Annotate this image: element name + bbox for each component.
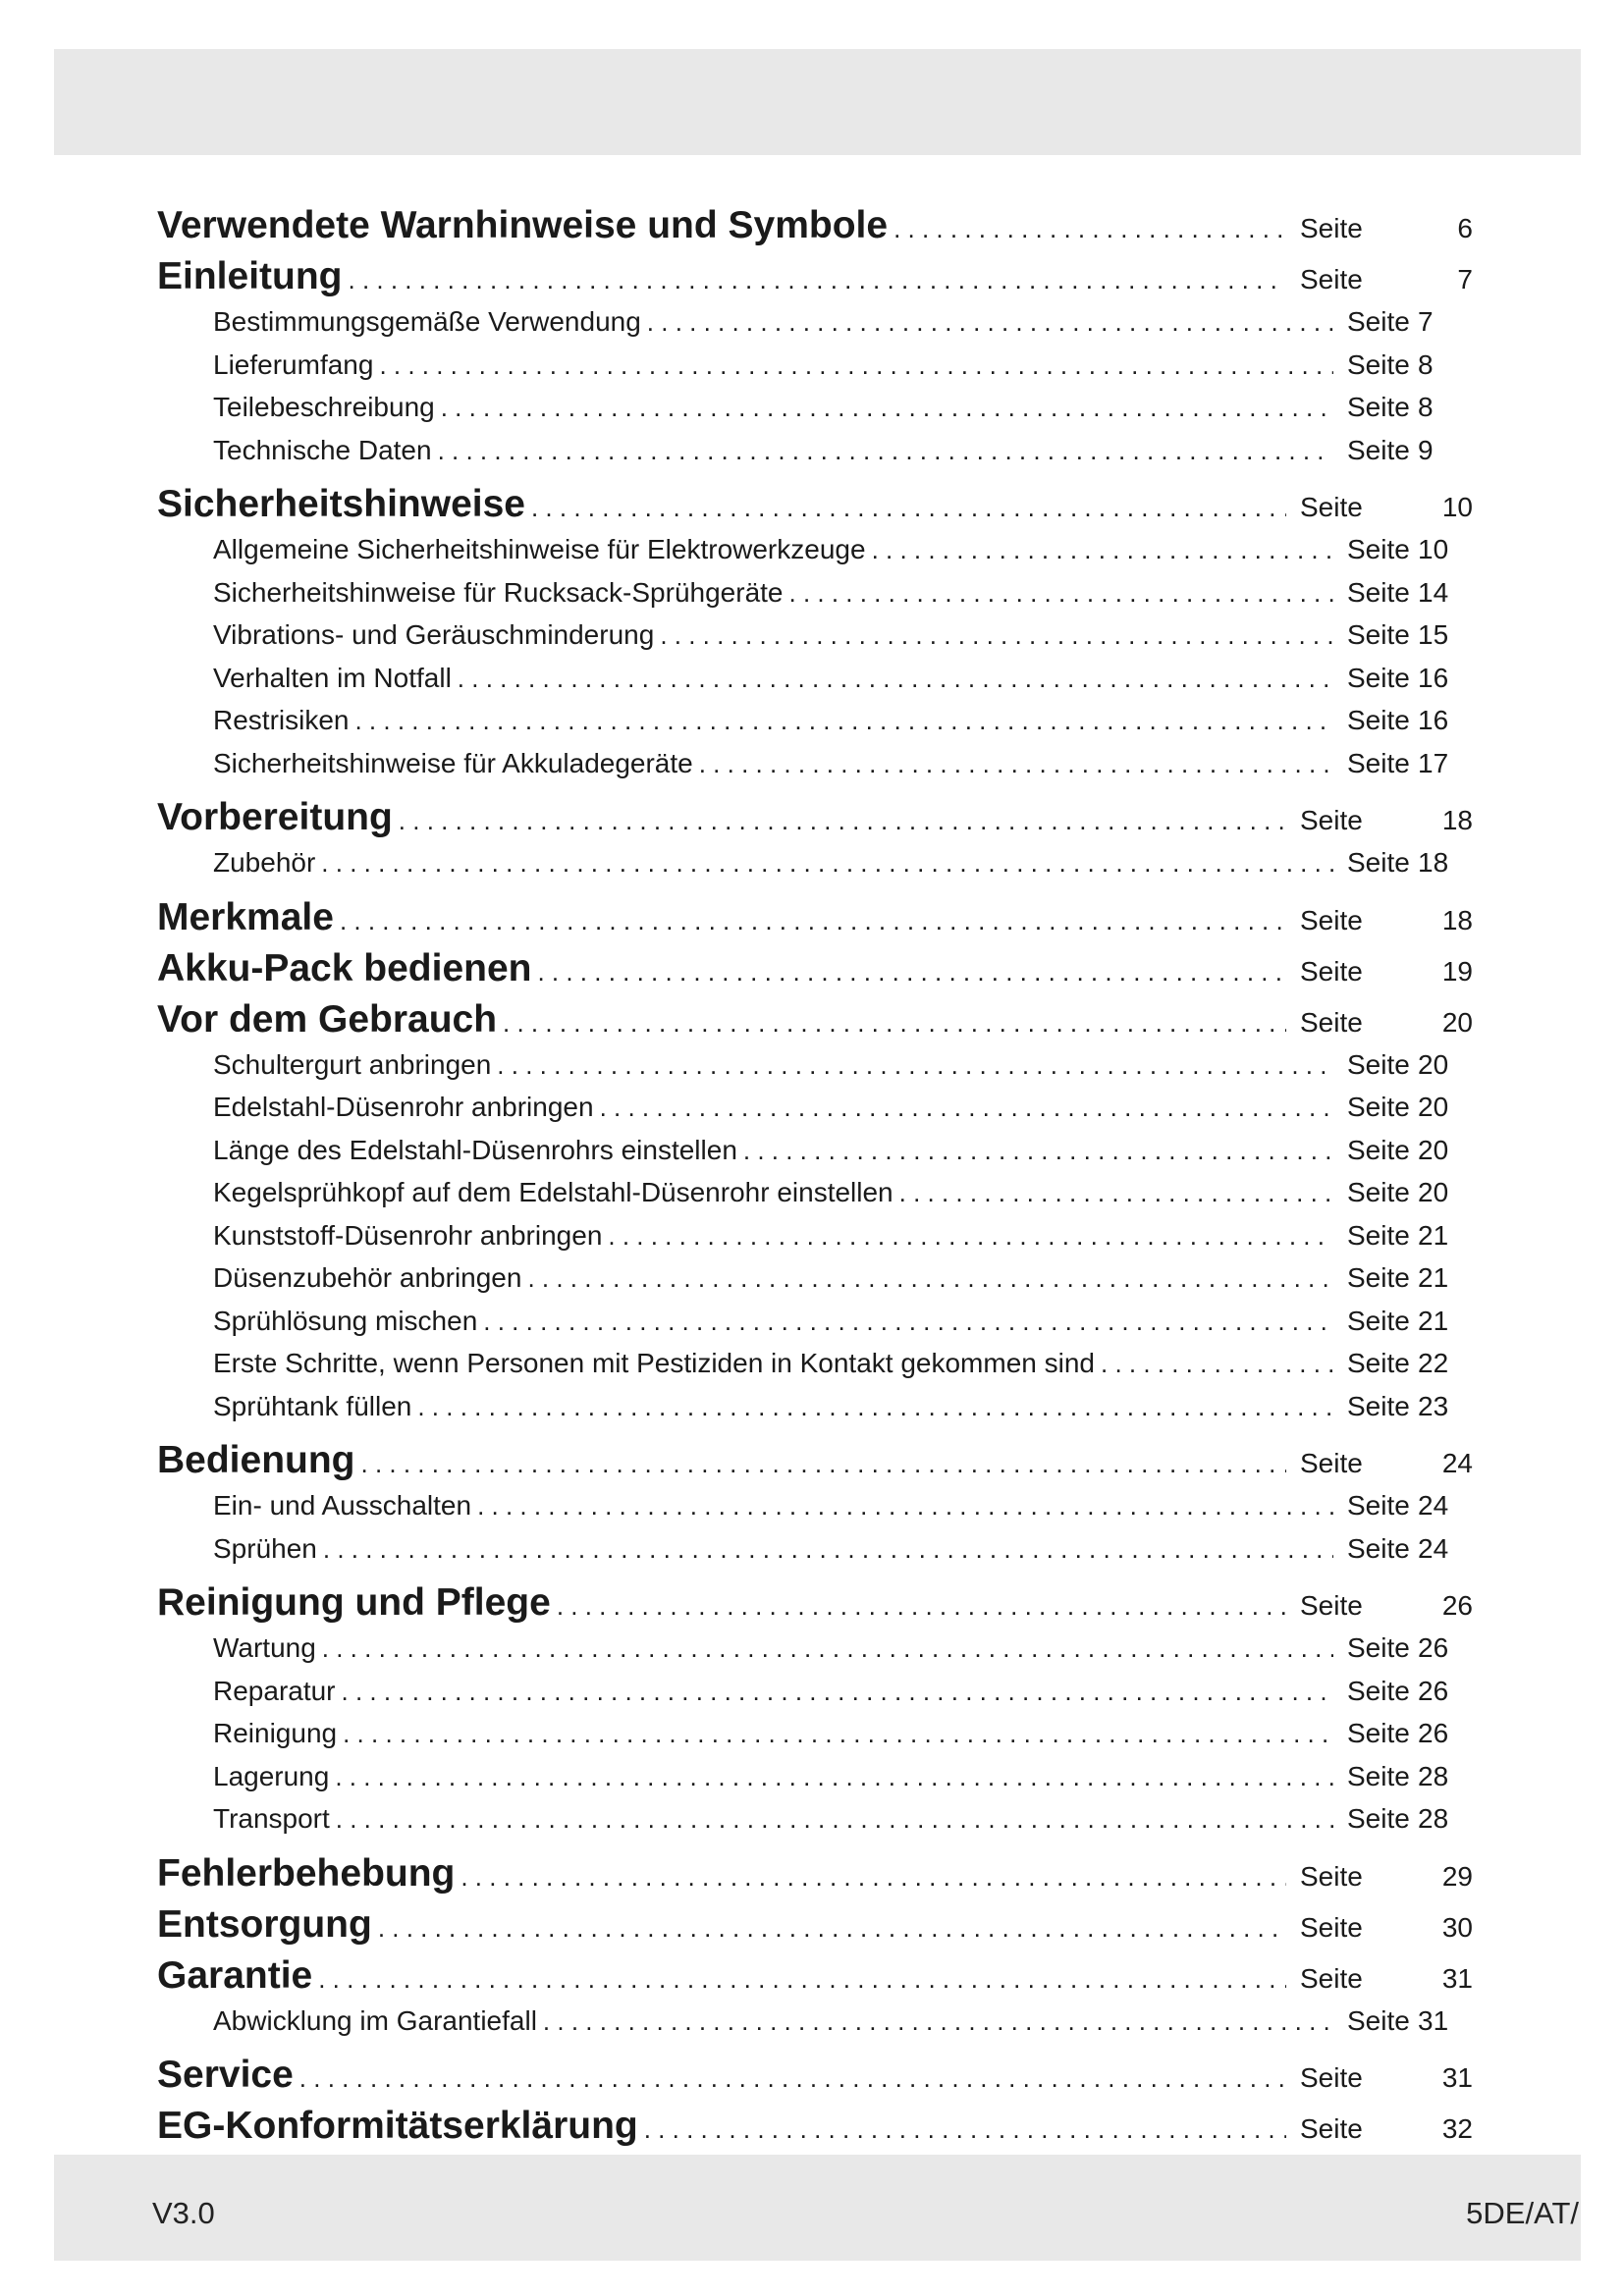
- toc-seite-label: Seite: [1300, 1006, 1363, 1038]
- toc-chapter[interactable]: [157, 2105, 1473, 2156]
- toc-section[interactable]: [157, 1803, 1473, 1846]
- toc-chapter[interactable]: [157, 1954, 1473, 2005]
- toc-page-number: 18: [1441, 805, 1473, 835]
- toc-section[interactable]: [157, 1490, 1473, 1533]
- toc-leader-dots: [337, 1719, 1333, 1749]
- toc-entry-title: Sicherheitshinweise: [157, 483, 525, 525]
- toc-page-number: 6: [1457, 213, 1473, 243]
- toc-seite-label: Seite: [1347, 1048, 1410, 1080]
- toc-page-number: 20: [1418, 1177, 1449, 1207]
- toc-entry-title: Teilebeschreibung: [213, 392, 435, 422]
- toc-leader-dots: [888, 214, 1286, 244]
- toc-page-number: 8: [1418, 348, 1434, 380]
- toc-entry-title: Bestimmungsgemäße Verwendung: [213, 306, 641, 337]
- toc-seite-label: Seite: [1347, 306, 1410, 337]
- toc-entry-title: Einleitung: [157, 255, 343, 297]
- toc-seite-label: Seite: [1300, 1911, 1363, 1943]
- toc-entry-title: Verwendete Warnhinweise und Symbole: [157, 204, 889, 246]
- toc-seite-label: Seite: [1347, 662, 1410, 693]
- toc-seite-label: Seite: [1300, 1962, 1363, 1994]
- toc-seite-label: Seite: [1300, 1448, 1363, 1478]
- toc-chapter[interactable]: [157, 2054, 1473, 2105]
- toc-page-number: 8: [1418, 392, 1434, 422]
- toc-page-number: 20: [1418, 1134, 1449, 1165]
- footer-page-code: 5DE/AT/: [1466, 2196, 1579, 2230]
- toc-entry-title: Länge des Edelstahl-Düsenrohrs einstellen: [213, 1134, 737, 1165]
- toc-page-number: 10: [1441, 492, 1473, 522]
- toc-page-number: 20: [1418, 1048, 1449, 1080]
- toc-leader-dots: [334, 906, 1286, 936]
- toc-chapter[interactable]: [157, 796, 1473, 847]
- toc-page-number: 26: [1418, 1632, 1449, 1663]
- toc-section[interactable]: [157, 435, 1473, 478]
- toc-leader-dots: [654, 620, 1333, 651]
- toc-entry-title: Restrisiken: [213, 705, 350, 735]
- toc-leader-dots: [477, 1307, 1333, 1337]
- toc-leader-dots: [784, 578, 1334, 609]
- toc-page-number: 24: [1418, 1490, 1449, 1521]
- toc-page-number: 21: [1418, 1305, 1449, 1336]
- toc-leader-dots: [737, 1136, 1333, 1166]
- toc-section[interactable]: [157, 1391, 1473, 1434]
- toc-seite-label: Seite: [1347, 1490, 1410, 1521]
- toc-page-number: 31: [1418, 2004, 1449, 2036]
- toc-leader-dots: [471, 1491, 1333, 1522]
- toc-seite-label: Seite: [1347, 1532, 1410, 1564]
- toc-leader-dots: [435, 393, 1333, 423]
- toc-section[interactable]: [157, 1049, 1473, 1093]
- toc-page-number: 26: [1441, 1590, 1473, 1621]
- toc-section[interactable]: [157, 619, 1473, 663]
- toc-section[interactable]: [157, 1761, 1473, 1804]
- toc-section[interactable]: [157, 705, 1473, 748]
- toc-seite-label: Seite: [1347, 705, 1410, 735]
- toc-seite-label: Seite: [1347, 1219, 1410, 1251]
- toc-leader-dots: [329, 1762, 1333, 1792]
- toc-entry-title: Verhalten im Notfall: [213, 662, 452, 693]
- toc-seite-label: Seite: [1347, 619, 1410, 650]
- toc-page-number: 10: [1418, 534, 1449, 564]
- toc-entry-title: Wartung: [213, 1632, 316, 1663]
- toc-chapter[interactable]: [157, 255, 1473, 306]
- toc-seite-label: Seite: [1300, 2113, 1363, 2144]
- toc-leader-dots: [294, 2063, 1286, 2094]
- toc-leader-dots: [373, 350, 1333, 381]
- toc-page-number: 18: [1418, 847, 1449, 878]
- toc-section[interactable]: [157, 392, 1473, 435]
- toc-leader-dots: [866, 535, 1333, 565]
- toc-page-number: 18: [1441, 904, 1473, 935]
- toc-page-number: 7: [1418, 306, 1434, 337]
- toc-seite-label: Seite: [1347, 1760, 1410, 1791]
- toc-entry-title: Düsenzubehör anbringen: [213, 1262, 522, 1293]
- toc-leader-dots: [343, 265, 1287, 295]
- toc-page-number: 26: [1418, 1718, 1449, 1748]
- toc-page-number: 31: [1441, 1962, 1473, 1994]
- toc-chapter[interactable]: [157, 1439, 1473, 1490]
- toc-leader-dots: [372, 1913, 1286, 1944]
- toc-page-number: 20: [1418, 1092, 1449, 1122]
- toc-page-number: 28: [1418, 1803, 1449, 1834]
- toc-section[interactable]: [157, 1306, 1473, 1349]
- toc-page-number: 26: [1418, 1675, 1449, 1706]
- toc-page-number: 31: [1441, 2062, 1473, 2093]
- toc-page-number: 22: [1418, 1348, 1449, 1378]
- toc-chapter[interactable]: [157, 896, 1473, 947]
- toc-seite-label: Seite: [1347, 1134, 1410, 1165]
- toc-seite-label: Seite: [1300, 1590, 1363, 1621]
- toc-section[interactable]: [157, 1632, 1473, 1676]
- toc-leader-dots: [551, 1591, 1286, 1622]
- toc-leader-dots: [594, 1093, 1333, 1123]
- toc-leader-dots: [316, 1633, 1333, 1664]
- toc-entry-title: Kunststoff-Düsenrohr anbringen: [213, 1219, 603, 1251]
- toc-leader-dots: [531, 957, 1286, 988]
- toc-entry-title: Transport: [213, 1803, 330, 1834]
- toc-page-number: 16: [1418, 662, 1449, 693]
- toc-entry-title: Allgemeine Sicherheitshinweise für Elektrowerkzeuge: [213, 534, 866, 564]
- toc-seite-label: Seite: [1347, 747, 1410, 778]
- toc-page-number: 17: [1418, 747, 1449, 778]
- toc-page-number: 14: [1418, 576, 1449, 608]
- toc-seite-label: Seite: [1347, 1675, 1410, 1706]
- toc-chapter[interactable]: [157, 1903, 1473, 1954]
- toc-seite-label: Seite: [1347, 1177, 1410, 1207]
- toc-page-number: 20: [1441, 1006, 1473, 1038]
- toc-section[interactable]: [157, 1348, 1473, 1391]
- toc-section[interactable]: [157, 748, 1473, 791]
- toc-page-number: 21: [1418, 1262, 1449, 1293]
- toc-entry-title: Schultergurt anbringen: [213, 1048, 492, 1080]
- toc-seite-label: Seite: [1347, 1262, 1410, 1293]
- toc-chapter[interactable]: [157, 1852, 1473, 1903]
- toc-page-number: 24: [1441, 1448, 1473, 1478]
- toc-leader-dots: [525, 493, 1286, 523]
- toc-entry-title: Reparatur: [213, 1675, 336, 1706]
- toc-page-number: 23: [1418, 1390, 1449, 1421]
- toc-section[interactable]: [157, 1177, 1473, 1220]
- toc-page-number: 7: [1457, 264, 1473, 294]
- toc-entry-title: Sprühen: [213, 1532, 317, 1564]
- toc-page-number: 19: [1441, 955, 1473, 987]
- toc-entry-title: Technische Daten: [213, 434, 432, 465]
- toc-entry-title: Garantie: [157, 1953, 313, 1997]
- toc-page-number: 15: [1418, 619, 1449, 650]
- toc-seite-label: Seite: [1347, 576, 1410, 608]
- toc-leader-dots: [893, 1178, 1333, 1208]
- toc-page-number: 9: [1418, 434, 1434, 465]
- toc-seite-label: Seite: [1347, 1305, 1410, 1336]
- toc-seite-label: Seite: [1300, 904, 1363, 935]
- toc-seite-label: Seite: [1347, 1092, 1410, 1122]
- toc-leader-dots: [336, 1677, 1333, 1707]
- toc-entry-title: Reinigung: [213, 1718, 338, 1748]
- toc-seite-label: Seite: [1347, 1348, 1410, 1378]
- toc-entry-title: Edelstahl-Düsenrohr anbringen: [213, 1092, 594, 1122]
- toc-entry-title: Service: [157, 2054, 294, 2096]
- toc-seite-label: Seite: [1347, 534, 1410, 564]
- toc-seite-label: Seite: [1347, 847, 1410, 878]
- toc-leader-dots: [393, 806, 1286, 836]
- toc-leader-dots: [349, 706, 1333, 736]
- toc-seite-label: Seite: [1347, 348, 1410, 380]
- toc-page-number: 21: [1418, 1219, 1449, 1251]
- toc-section[interactable]: [157, 349, 1473, 393]
- toc-chapter[interactable]: [157, 1581, 1473, 1632]
- footer-version: V3.0: [152, 2196, 215, 2230]
- header-band: [54, 49, 1581, 155]
- toc-chapter[interactable]: [157, 483, 1473, 534]
- toc-seite-label: Seite: [1300, 264, 1363, 294]
- toc-leader-dots: [312, 1964, 1286, 1995]
- toc-leader-dots: [521, 1263, 1333, 1294]
- toc-page-number: 28: [1418, 1760, 1449, 1791]
- table-of-contents: [157, 204, 1473, 2156]
- toc-leader-dots: [1095, 1349, 1333, 1379]
- toc-seite-label: Seite: [1300, 2062, 1363, 2093]
- toc-entry-title: Sprühlösung mischen: [213, 1305, 478, 1336]
- toc-leader-dots: [355, 1449, 1287, 1479]
- toc-seite-label: Seite: [1347, 2004, 1410, 2036]
- toc-seite-label: Seite: [1300, 955, 1363, 987]
- toc-leader-dots: [537, 2006, 1333, 2037]
- toc-entry-title: Zubehör: [213, 847, 316, 878]
- toc-entry-title: Kegelsprühkopf auf dem Edelstahl-Düsenrohr einstellen: [213, 1177, 893, 1207]
- toc-leader-dots: [497, 1008, 1286, 1039]
- toc-section[interactable]: [157, 306, 1473, 349]
- toc-entry-title: Sicherheitshinweise für Rucksack-Sprühgeräte: [213, 576, 784, 608]
- toc-entry-title: Sprühtank füllen: [213, 1390, 412, 1421]
- toc-entry-title: Entsorgung: [157, 1902, 372, 1946]
- toc-entry-title: Vor dem Gebrauch: [157, 997, 498, 1041]
- toc-seite-label: Seite: [1300, 492, 1363, 522]
- toc-seite-label: Seite: [1347, 1390, 1410, 1421]
- toc-seite-label: Seite: [1347, 392, 1410, 422]
- toc-chapter[interactable]: [157, 947, 1473, 998]
- toc-entry-title: Lagerung: [213, 1760, 330, 1791]
- toc-entry-title: Vorbereitung: [157, 796, 393, 838]
- toc-leader-dots: [315, 848, 1333, 879]
- toc-leader-dots: [411, 1392, 1333, 1422]
- toc-section[interactable]: [157, 2005, 1473, 2049]
- footer-band: [54, 2155, 1581, 2261]
- toc-entry-title: Merkmale: [157, 895, 334, 938]
- toc-page-number: 16: [1418, 705, 1449, 735]
- toc-leader-dots: [317, 1534, 1333, 1565]
- toc-page-number: 32: [1441, 2113, 1473, 2144]
- toc-leader-dots: [693, 749, 1333, 779]
- toc-section[interactable]: [157, 1220, 1473, 1263]
- toc-seite-label: Seite: [1347, 1632, 1410, 1663]
- toc-entry-title: Reinigung und Pflege: [157, 1581, 551, 1624]
- toc-entry-title: Vibrations- und Geräuschminderung: [213, 619, 655, 650]
- toc-seite-label: Seite: [1300, 805, 1363, 835]
- toc-entry-title: Ein- und Ausschalten: [213, 1490, 472, 1521]
- toc-leader-dots: [455, 1862, 1286, 1893]
- toc-entry-title: Erste Schritte, wenn Personen mit Pestiziden in Kontakt gekommen sind: [213, 1348, 1095, 1378]
- toc-section[interactable]: [157, 663, 1473, 706]
- toc-entry-title: Sicherheitshinweise für Akkuladegeräte: [213, 747, 693, 778]
- toc-entry-title: Fehlerbehebung: [157, 1851, 456, 1895]
- toc-section[interactable]: [157, 1262, 1473, 1306]
- toc-section[interactable]: [157, 534, 1473, 577]
- toc-section[interactable]: [157, 1135, 1473, 1178]
- toc-leader-dots: [330, 1804, 1333, 1835]
- toc-entry-title: Abwicklung im Garantiefall: [213, 2004, 537, 2036]
- toc-entry-title: EG-Konformitätserklärung: [157, 2105, 638, 2147]
- toc-leader-dots: [641, 307, 1333, 338]
- toc-section[interactable]: [157, 1092, 1473, 1135]
- toc-section[interactable]: [157, 847, 1473, 890]
- toc-page-number: 30: [1441, 1911, 1473, 1943]
- toc-entry-title: Akku-Pack bedienen: [157, 946, 532, 989]
- toc-section[interactable]: [157, 1533, 1473, 1576]
- toc-entry-title: Bedienung: [157, 1439, 355, 1481]
- toc-seite-label: Seite: [1300, 213, 1363, 243]
- toc-seite-label: Seite: [1347, 1718, 1410, 1748]
- toc-page-number: 29: [1441, 1860, 1473, 1892]
- toc-leader-dots: [638, 2114, 1286, 2145]
- toc-leader-dots: [602, 1221, 1333, 1252]
- toc-section[interactable]: [157, 1718, 1473, 1761]
- toc-chapter[interactable]: [157, 998, 1473, 1049]
- toc-section[interactable]: [157, 577, 1473, 620]
- toc-leader-dots: [432, 436, 1333, 466]
- toc-leader-dots: [491, 1050, 1333, 1081]
- toc-entry-title: Lieferumfang: [213, 348, 374, 380]
- toc-chapter[interactable]: [157, 204, 1473, 255]
- toc-leader-dots: [452, 664, 1333, 694]
- toc-seite-label: Seite: [1300, 1860, 1363, 1892]
- toc-seite-label: Seite: [1347, 1803, 1410, 1834]
- toc-section[interactable]: [157, 1676, 1473, 1719]
- toc-page-number: 24: [1418, 1532, 1449, 1564]
- toc-seite-label: Seite: [1347, 434, 1410, 465]
